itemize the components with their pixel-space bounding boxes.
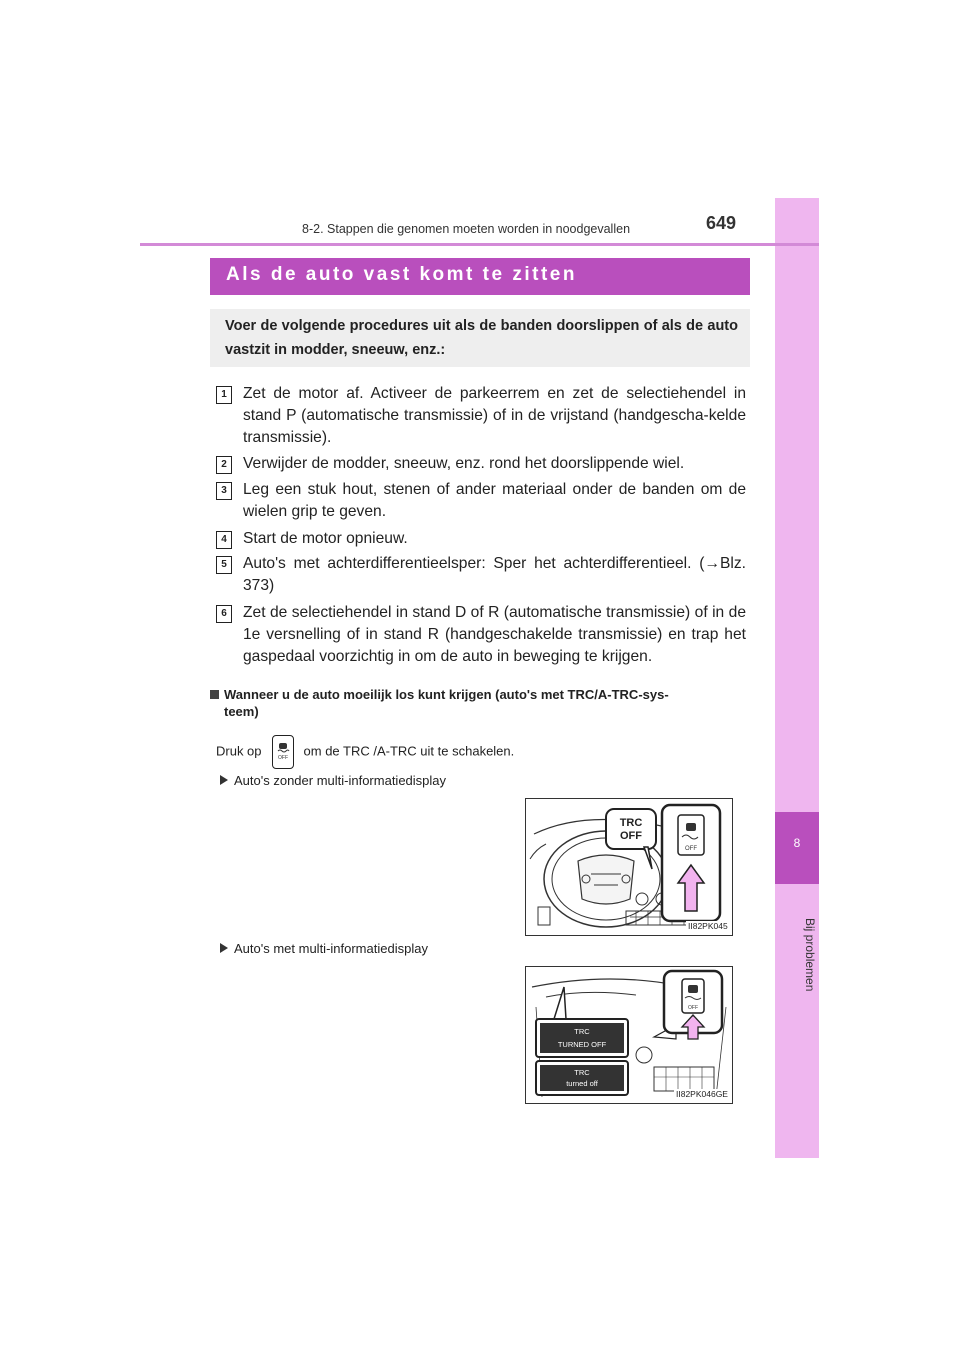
step-5 (216, 553, 746, 597)
image-code: II82PK045 (688, 921, 728, 931)
bullet-square-icon (210, 690, 219, 699)
callout-line1: TRC (619, 817, 643, 829)
intro-box (210, 309, 750, 367)
subsection-heading-line1: Wanneer u de auto moeilijk los kunt krijgen (auto's met TRC/A-TRC-sys- (224, 687, 669, 702)
display1-line2: TURNED OFF (557, 1040, 607, 1049)
display2-line1: TRC (574, 1068, 590, 1077)
step-number: 4 (216, 531, 232, 549)
step-text: Zet de selectiehendel in stand D of R (automatische transmissie) of in de 1e versnelling of in stand R (handgeschakelde transmissie) en trap het gaspedaal voorzichtig in om de auto in beweging te krijgen. (243, 604, 746, 665)
step-1 (216, 383, 746, 449)
step-number: 3 (216, 482, 232, 500)
step-6 (216, 602, 746, 668)
step-text: Verwijder de modder, sneeuw, enz. rond het doorslippende wiel. (243, 455, 685, 472)
chapter-number: 8 (775, 812, 819, 884)
display1-line1: TRC (574, 1027, 590, 1036)
step-3 (216, 479, 746, 523)
step-text: Leg een stuk hout, stenen of ander materiaal onder de banden om de wielen grip te geven. (243, 481, 746, 520)
step-text: Zet de motor af. Activeer de parkeerrem en zet de selectiehendel in stand P (automatische transmissie) of in de vrijstand (handgescha-kelde transmissie). (243, 385, 746, 446)
image-code: II82PK046GE (676, 1089, 728, 1099)
callout-line2: OFF (620, 830, 642, 842)
page-number: 649 (706, 213, 737, 233)
step-number: 2 (216, 456, 232, 474)
chapter-title: Bij problemen (803, 918, 817, 992)
variant-label-1: Auto's zonder multi-informatiedisplay (220, 773, 446, 788)
step-text: Auto's met achterdifferentieelsper: Sper het achterdifferentieel. (→Blz. 373) (243, 555, 746, 594)
dashboard-display-drawing (526, 967, 732, 1103)
triangle-bullet-icon (220, 775, 228, 785)
trc-off-switch-icon (272, 735, 294, 769)
header-rule (140, 243, 819, 246)
dashboard-drawing (526, 799, 732, 935)
subsection-heading (210, 686, 750, 720)
triangle-bullet-icon (220, 943, 228, 953)
svg-text:OFF: OFF (685, 846, 697, 852)
instruction-after: om de TRC /A-TRC uit te schakelen. (303, 743, 515, 759)
section-header: 8-2. Stappen die genomen moeten worden in noodgevallen (302, 222, 631, 236)
instruction-line (216, 735, 514, 763)
step-text: Start de motor opnieuw. (243, 530, 408, 547)
step-number: 5 (216, 556, 232, 574)
illustration-trc-display (525, 966, 733, 1104)
display2-line2: turned off (566, 1079, 598, 1088)
svg-text:OFF: OFF (277, 755, 288, 761)
intro-text: Voer de volgende procedures uit als de banden doorslippen of als de auto vastzit in modder, sneeuw, enz.: (225, 318, 738, 358)
illustration-trc-switch (525, 798, 733, 936)
instruction-before: Druk op (216, 743, 262, 759)
step-number: 6 (216, 605, 232, 623)
page-title: Als de auto vast komt te zitten (226, 264, 577, 285)
step-2 (216, 453, 746, 475)
step-4 (216, 528, 746, 550)
subsection-heading-line2: teem) (224, 704, 259, 719)
step-number: 1 (216, 386, 232, 404)
svg-text:OFF: OFF (688, 1005, 698, 1011)
chapter-side-tab (775, 198, 819, 1158)
title-bar (210, 258, 750, 295)
variant-label-2: Auto's met multi-informatiedisplay (220, 941, 428, 956)
